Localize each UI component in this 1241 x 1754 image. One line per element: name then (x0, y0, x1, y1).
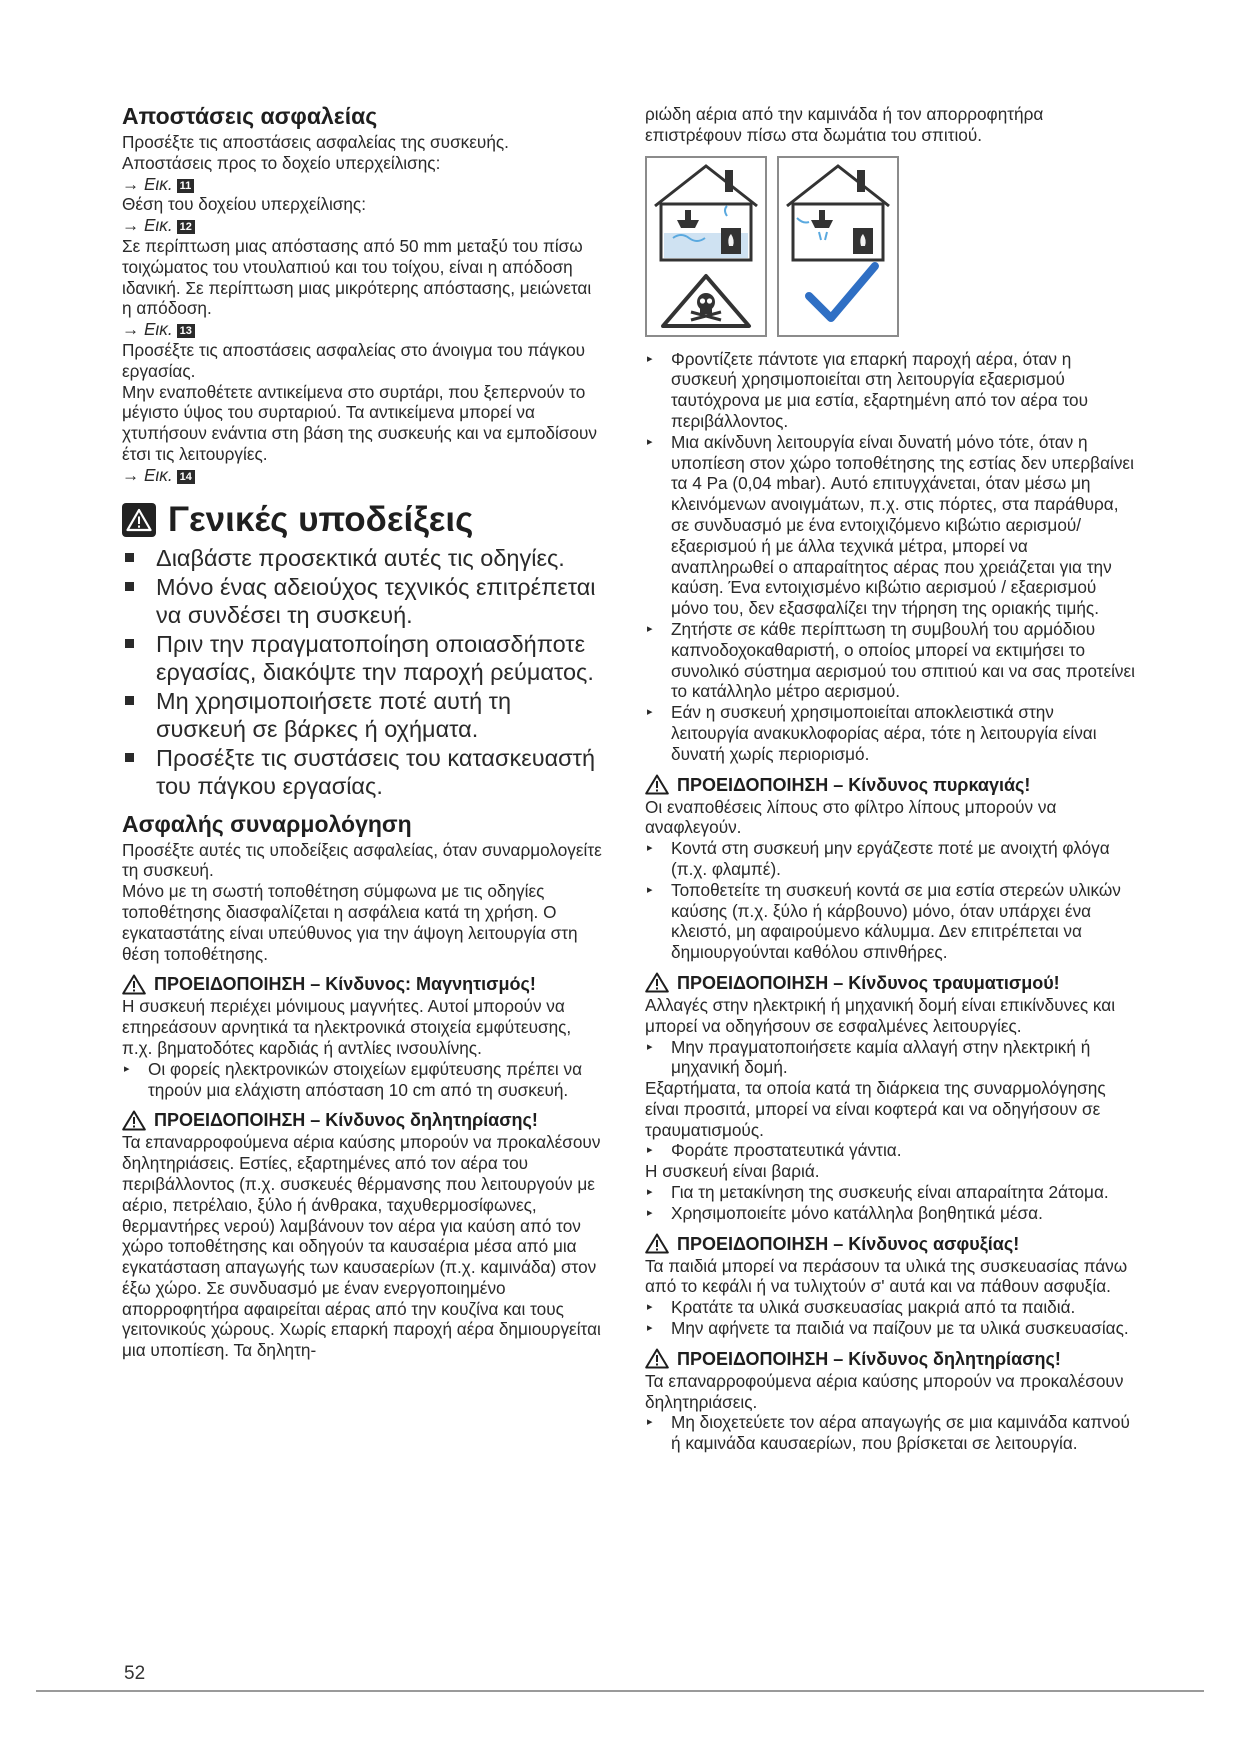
warning-injury-body-3: Η συσκευή είναι βαριά. (645, 1161, 820, 1182)
assembly-p2: Μόνο με τη σωστή τοποθέτηση σύμφωνα με τις οδηγίες τοποθέτησης διασφαλίζεται η ασφάλεια κατά τη χρήση. Ο εγκαταστάτης είναι υπεύθυνος για την άψογη λειτουργία στη θέση τοποθέτησης. (122, 881, 578, 964)
warning-triangle-icon (645, 972, 669, 993)
page-number: 52 (124, 1663, 146, 1684)
distances-p2: Αποστάσεις προς το δοχείο υπερχείλισης: (122, 152, 441, 173)
distances-p3: Θέση του δοχείου υπερχείλισης: (122, 194, 366, 215)
list-item: ▸ Φοράτε προστατευτικά γάντια. (647, 1140, 902, 1161)
warning-fire-list (645, 838, 1135, 963)
list-item: ▸ Οι φορείς ηλεκτρονικών στοιχείων εμφύτευσης πρέπει να τηρούν μια ελάχιστη απόσταση 10 cm από τη συσκευή. (124, 1058, 583, 1100)
continued-text: ριώδη αέρια από την καμινάδα ή τον απορροφητήρα επιστρέφουν πίσω στα δωμάτια του σπιτιού. (645, 104, 1044, 145)
warning-injury-body-2: Εξαρτήματα, τα οποία κατά τη διάρκεια της συναρμολόγησης είναι προσιτά, μπορεί να είναι κοφτερά και να οδηγήσουν σε τραυματισμούς. (645, 1078, 1106, 1140)
list-item: ▸ Μην πραγματοποιήσετε καμία αλλαγή στην ηλεκτρική ή μηχανική δομή. (647, 1036, 1091, 1078)
warning-magnet-body: Η συσκευή περιέχει μόνιμους μαγνήτες. Αυτοί μπορούν να επηρεάσουν αρνητικά τα ηλεκτρονικά στοιχεία εμφύτευσης, π.χ. βηματοδότες καρδιάς ή αντλίες ινσουλίνης. (122, 996, 572, 1058)
warning-triangle-icon (122, 974, 146, 995)
list-item: ▸ Μια ακίνδυνη λειτουργία είναι δυνατή μόνο τότε, όταν η υποπίεση στον χώρο τοποθέτησης της εστίας δεν υπερβαίνει τα 4 Pa (0,04 mbar). Αυτό επιτυγχάνεται, όταν μέσω μη κλεινόμενων ανοιγμάτων, π.χ. στις πόρτες, στα παράθυρα, σε συνδυασμό με ένα εντοιχιζόμενο κιβώτιο αερισμού/εξαερισμού ή με άλλα τεχνικά μέτρα, μπορεί να αναπληρωθεί ο απαραίτητος αέρας που χρειάζεται για την καύση. Ένα εντοιχισμένο κιβώτιο αερισμού / εξαερισμού μόνο του, δεν εξασφαλίζει την τήρηση της οριακής τιμής. (647, 431, 1134, 619)
warning-triangle-icon (122, 1110, 146, 1131)
warning-suffocation-list (645, 1297, 1135, 1339)
list-item: Διαβάστε προσεκτικά αυτές τις οδηγίες. (122, 544, 602, 572)
warning-fire-title: ΠΡΟΕΙΔΟΠΟΙΗΣΗ – Κίνδυνος πυρκαγιάς! (645, 774, 1135, 796)
warning-poison-2-list (645, 1412, 1135, 1454)
list-item: Πριν την πραγματοποίηση οποιασδήποτε εργασίας, διακόψτε την παροχή ρεύματος. (122, 630, 602, 686)
house-danger-icon (645, 156, 767, 337)
warning-injury-list-1 (645, 1037, 1135, 1079)
skull-warning-icon (691, 293, 721, 320)
warning-triangle-icon (122, 503, 156, 537)
general-heading: Γενικές υποδείξεις (122, 500, 602, 540)
list-item: ▸ Κρατάτε τα υλικά συσκευασίας μακριά από τα παιδιά. (647, 1297, 1076, 1318)
right-column (645, 104, 1135, 1454)
warning-magnet-title: ΠΡΟΕΙΔΟΠΟΙΗΣΗ – Κίνδυνος: Μαγνητισμός! (122, 973, 602, 995)
warning-poison-2-body: Τα επαναρροφούμενα αέρια καύσης μπορούν να προκαλέσουν δηλητηριάσεις. (645, 1370, 1124, 1412)
ventilation-list (645, 349, 1135, 765)
warning-triangle-icon (645, 1233, 669, 1254)
distances-p4: Σε περίπτωση μιας απόστασης από 50 mm μεταξύ του πίσω τοιχώματος του ντουλαπιού και του τοίχου, είναι η απόδοση ιδανική. Σε περίπτωση μιας μικρότερης απόστασης, μειώνεται η απόδοση. (122, 235, 592, 319)
distances-p6: Μην εναποθέτετε αντικείμενα στο συρτάρι, που ξεπερνούν το μέγιστο ύψος του συρταριού. Τα αντικείμενα μπορεί να χτυπήσουν ενάντια στη βάση της συσκευής και να εμποδίσουν έτσι τις λειτουργίες. (122, 381, 597, 464)
list-item: Προσέξτε τις συστάσεις του κατασκευαστή του πάγκου εργασίας. (122, 744, 602, 800)
warning-fire-body: Οι εναποθέσεις λίπους στο φίλτρο λίπους μπορούν να αναφλεγούν. (645, 796, 1057, 838)
figure-ref-13: → Εικ. 13 (122, 319, 602, 340)
distances-p1: Προσέξτε τις αποστάσεις ασφαλείας της συσκευής. (122, 132, 509, 152)
warning-triangle-icon (645, 1348, 669, 1369)
warning-suffocation-title: ΠΡΟΕΙΔΟΠΟΙΗΣΗ – Κίνδυνος ασφυξίας! (645, 1233, 1135, 1255)
ventilation-illustrations (645, 156, 1135, 337)
figure-ref-12: → Εικ. 12 (122, 215, 602, 236)
warning-injury-list-3 (645, 1182, 1135, 1224)
warning-poison-title: ΠΡΟΕΙΔΟΠΟΙΗΣΗ – Κίνδυνος δηλητηρίασης! (122, 1109, 602, 1131)
general-list (122, 544, 602, 800)
list-item: Μόνο ένας αδειούχος τεχνικός επιτρέπεται να συνδέσει τη συσκευή. (122, 573, 602, 629)
distances-heading: Αποστάσεις ασφαλείας (122, 103, 378, 129)
assembly-p1: Προσέξτε αυτές τις υποδείξεις ασφαλείας, όταν συναρμολογείτε τη συσκευή. (122, 839, 602, 881)
warning-triangle-icon (645, 774, 669, 795)
warning-suffocation-body: Τα παιδιά μπορεί να περάσουν τα υλικά της συσκευασίας πάνω από το κεφάλι ή να τυλιχτούν σ' αυτά και να πάθουν ασφυξία. (645, 1255, 1128, 1297)
warning-poison-2-title: ΠΡΟΕΙΔΟΠΟΙΗΣΗ – Κίνδυνος δηλητηρίασης! (645, 1348, 1135, 1370)
warning-poison-body: Τα επαναρροφούμενα αέρια καύσης μπορούν να προκαλέσουν δηλητηριάσεις. Εστίες, εξαρτημένες από τον αέρα του περιβάλλοντος (π.χ. συσκευές θέρμανσης που λειτουργούν με αέριο, πετρέλαιο, ξύλο ή άνθρακα, ταχυθερμοσίφωνες, θερμαντήρες νερού) λαμβάνουν τον αέρα για καύση από τον χώρο τοποθέτησης και οδηγούν τα καυσαέρια μέσα από μια εγκατάσταση απαγωγής των καυσαερίων (π.χ. καμινάδα) στον έξω χώρο. Σε συνδυασμό με έναν ενεργοποιημένο απορροφητήρα αφαιρείται αέρας από την κουζίνα και τους γειτονικούς χώρους. Χωρίς επαρκή παροχή αέρα δημιουργείται μια υποπίεση. Τα δηλητη- (122, 1132, 601, 1361)
list-item: ▸ Ζητήστε σε κάθε περίπτωση τη συμβουλή του αρμόδιου καπνοδοχοκαθαριστή, ο οποίος μπορεί να εκτιμήσει το συνολικό σύστημα αερισμού του σπιτιού και να σας προτείνει το κατάλληλο μέτρο αερισμού. (647, 618, 1136, 702)
list-item: ▸ Κοντά στη συσκευή μην εργάζεστε ποτέ με ανοιχτή φλόγα (π.χ. φλαμπέ). (647, 838, 1110, 879)
figure-ref-11: → Εικ. 11 (122, 174, 602, 195)
house-ok-icon (777, 156, 899, 337)
left-column (122, 104, 602, 1361)
list-item: ▸ Φροντίζετε πάντοτε για επαρκή παροχή αέρα, όταν η συσκευή χρησιμοποιείται στη λειτουργία εξαερισμού ταυτόχρονα με μια εστία, εξαρτημένη από τον αέρα του περιβάλλοντος. (647, 348, 1088, 431)
warning-magnet-list (122, 1059, 602, 1101)
warning-injury-list-2 (645, 1140, 1135, 1161)
footer-rule (36, 1690, 1204, 1692)
list-item: ▸ Για τη μετακίνηση της συσκευής είναι απαραίτητα 2άτομα. (647, 1182, 1109, 1203)
warning-injury-body: Αλλαγές στην ηλεκτρική ή μηχανική δομή είναι επικίνδυνες και μπορεί να οδηγήσουν σε εσφαλμένες λειτουργίες. (645, 994, 1116, 1036)
list-item: ▸ Εάν η συσκευή χρησιμοποιείται αποκλειστικά στην λειτουργία ανακυκλοφορίας αέρα, τότε η λειτουργία είναι δυνατή χωρίς περιορισμό. (647, 702, 1097, 764)
assembly-heading: Ασφαλής συναρμολόγηση (122, 810, 412, 837)
figure-ref-14: → Εικ. 14 (122, 465, 602, 486)
list-item: ▸ Τοποθετείτε τη συσκευή κοντά σε μια εστία στερεών υλικών καύσης (π.χ. ξύλο ή κάρβουνο) μόνο, όταν υπάρχει ένα κλειστό, μη αφαιρούμενο κάλυμμα. Δεν επιτρέπεται να δημιουργούνται καθόλου σπινθήρες. (647, 879, 1121, 963)
checkmark-icon (809, 266, 875, 318)
warning-injury-title: ΠΡΟΕΙΔΟΠΟΙΗΣΗ – Κίνδυνος τραυματισμού! (645, 972, 1135, 994)
list-item: ▸ Χρησιμοποιείτε μόνο κατάλληλα βοηθητικά μέσα. (647, 1202, 1043, 1223)
distances-p5: Προσέξτε τις αποστάσεις ασφαλείας στο άνοιγμα του πάγκου εργασίας. (122, 339, 586, 381)
list-item: ▸ Μην αφήνετε τα παιδιά να παίζουν με τα υλικά συσκευασίας. (647, 1318, 1129, 1339)
list-item: ▸ Μη διοχετεύετε τον αέρα απαγωγής σε μια καμινάδα καπνού ή καμινάδα καυσαερίων, που βρίσκεται σε λειτουργία. (647, 1412, 1130, 1454)
list-item: Μη χρησιμοποιήσετε ποτέ αυτή τη συσκευή σε βάρκες ή οχήματα. (122, 687, 602, 743)
